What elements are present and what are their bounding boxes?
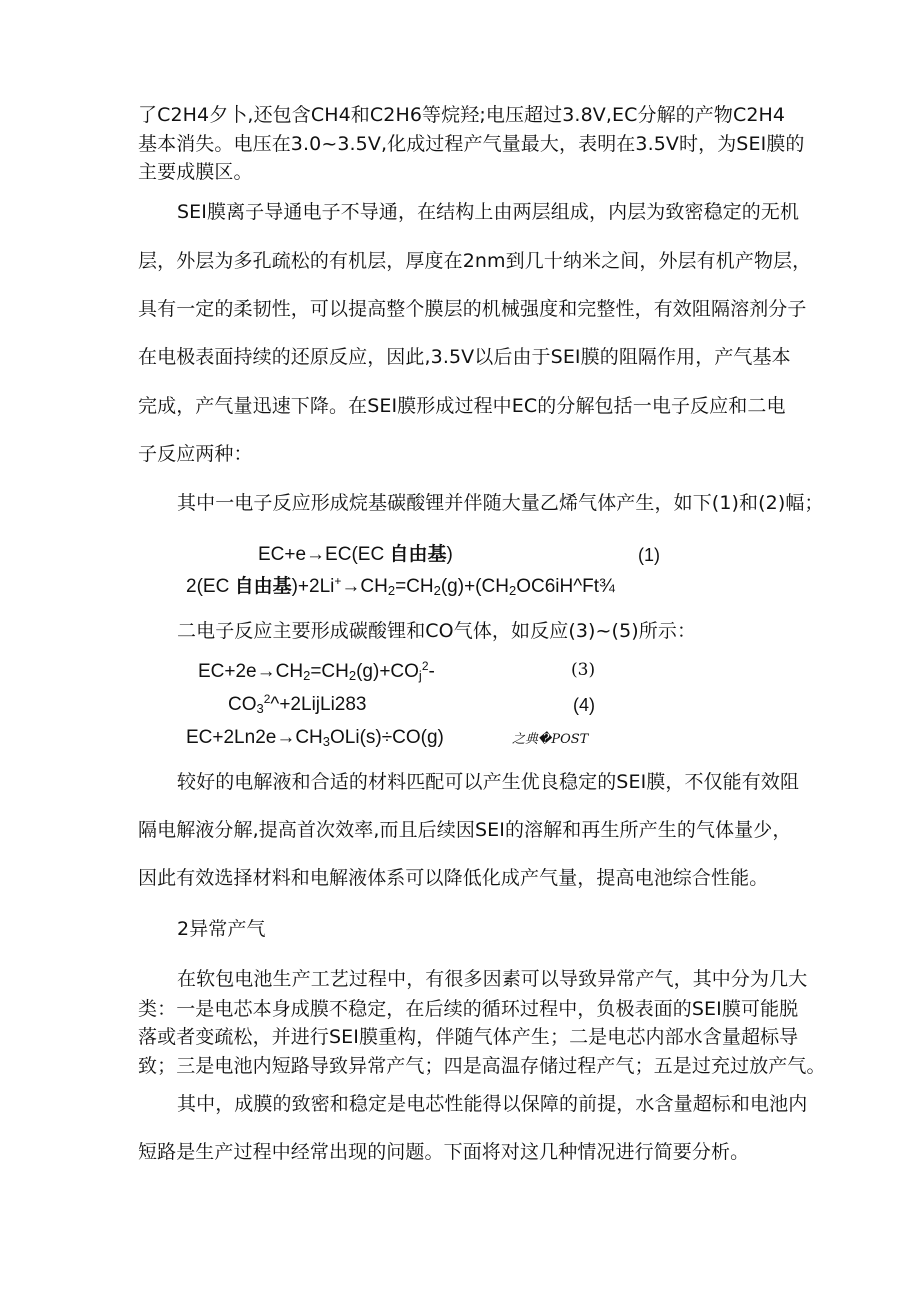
- paragraph-3-line-1: 其中一电子反应形成烷基碳酸锂并伴随大量乙烯气体产生，如下(1)和(2)幅；: [177, 492, 824, 514]
- paragraph-6-line-3: 落或者变疏松，并进行SEI膜重构，伴随气体产生；二是电芯内部水含量超标导: [138, 1026, 799, 1048]
- equation-4-sub-3: 3: [256, 701, 264, 716]
- paragraph-2-line-6: 子反应两种：: [138, 443, 253, 465]
- paragraph-6-line-1: 在软包电池生产工艺过程中，有很多因素可以导致异常产气，其中分为几大: [177, 968, 808, 990]
- equation-2-text-f: OC6iH^Ft¾: [516, 576, 615, 597]
- paragraph-5-line-2: 隔电解液分解,提高首次效率,而且后续因SEI的溶解和再生所产生的气体量少，: [138, 819, 792, 841]
- equation-1-text-a: EC+e→EC(EC: [258, 544, 390, 565]
- paragraph-2-line-1: SEI膜离子导通电子不导通，在结构上由两层组成，内层为致密稳定的无机: [177, 201, 800, 223]
- equation-4-text-b: ^+2LijLi283: [270, 694, 367, 715]
- equation-4-sup-2: 2: [263, 692, 271, 706]
- equation-4: [228, 693, 367, 717]
- paragraph-6-line-4: 致；三是电池内短路导致异常产气；四是高温存储过程产气；五是过充过放产气。: [138, 1055, 826, 1077]
- paragraph-1-line-1: 了C2H4夕卜,还包含CH4和C2H6等烷羟;电压超过3.8V,EC分解的产物C2H4: [138, 104, 786, 126]
- paragraph-2-line-5: 完成，产气量迅速下降。在SEI膜形成过程中EC的分解包括一电子反应和二电: [138, 395, 786, 417]
- equation-2-sup-plus: +: [334, 574, 342, 588]
- paragraph-2-line-4: 在电极表面持续的还原反应，因此,3.5V以后由于SEI膜的阻隔作用，产气基本: [138, 346, 791, 368]
- equation-2-text-a: 2(EC: [186, 576, 235, 597]
- equation-3: [198, 660, 435, 684]
- equation-4-text-a: CO: [228, 694, 257, 715]
- equation-2-sub-2c: 2: [508, 583, 517, 598]
- equation-3-text-a: EC+2e→CH: [198, 661, 304, 682]
- paragraph-6-line-2: 类：一是电芯本身成膜不稳定，在后续的循环过程中，负极表面的SEI膜可能脱: [138, 998, 799, 1020]
- equation-5-sub-3: 3: [322, 734, 331, 749]
- equation-2-sub-2a: 2: [387, 583, 396, 598]
- equation-5-text-a: EC+2Ln2e→CH: [186, 727, 323, 748]
- equation-4-number: (4): [573, 695, 595, 715]
- equation-2-text-e: (g)+(CH: [440, 576, 509, 597]
- paragraph-1-line-3: 主要成膜区。: [138, 161, 253, 183]
- equation-3-text-d: -: [428, 661, 435, 682]
- paragraph-7-line-1: 其中，成膜的致密和稳定是电芯性能得以保障的前提，水含量超标和电池内: [177, 1093, 808, 1115]
- paragraph-7-line-2: 短路是生产过程中经常出现的问题。下面将对这几种情况进行简要分析。: [138, 1141, 750, 1163]
- equation-5-text-b: OLi(s)÷CO(g): [330, 727, 444, 748]
- equation-5-number: 之典�POST: [512, 732, 589, 747]
- paragraph-4-line-1: 二电子反应主要形成碳酸锂和CO气体，如反应(3)~(5)所示：: [177, 620, 697, 642]
- equation-1-number: (1): [638, 545, 660, 565]
- equation-1-text-b: ): [446, 544, 453, 565]
- equation-2-sub-2b: 2: [433, 583, 441, 598]
- equation-3-sub-j: j: [418, 668, 422, 683]
- equation-3-sup-2: 2: [421, 659, 429, 673]
- equation-3-text-c: (g)+CO: [356, 661, 419, 682]
- equation-5: [186, 726, 444, 750]
- equation-2-text-d: =CH: [395, 576, 434, 597]
- equation-2-bold: 自由基: [234, 576, 292, 597]
- equation-3-sub-2b: 2: [348, 668, 357, 683]
- paragraph-2-line-3: 具有一定的柔韧性，可以提高整个膜层的机械强度和完整性，有效阻隔溶剂分子: [138, 298, 807, 320]
- equation-2: [186, 575, 615, 599]
- equation-3-text-b: =CH: [310, 661, 349, 682]
- equation-3-sub-2a: 2: [303, 668, 311, 683]
- paragraph-2-line-2: 层，外层为多孔疏松的有机层，厚度在2nm到几十纳米之间，外层有机产物层，: [138, 250, 812, 272]
- paragraph-1-line-2: 基本消失。电压在3.0~3.5V,化成过程产气量最大，表明在3.5V时，为SEI膜的: [138, 133, 805, 155]
- equation-1-bold: 自由基: [389, 544, 447, 565]
- paragraph-5-line-1: 较好的电解液和合适的材料匹配可以产生优良稳定的SEI膜，不仅能有效阻: [177, 771, 800, 793]
- paragraph-5-line-3: 因此有效选择材料和电解液体系可以降低化成产气量，提高电池综合性能。: [138, 867, 769, 889]
- equation-2-text-c: →CH: [341, 576, 388, 597]
- equation-1: [258, 543, 453, 567]
- equation-2-text-b: )+2Li: [291, 576, 335, 597]
- equation-3-number: (3): [571, 660, 596, 680]
- section-heading: 2异常产气: [177, 918, 266, 940]
